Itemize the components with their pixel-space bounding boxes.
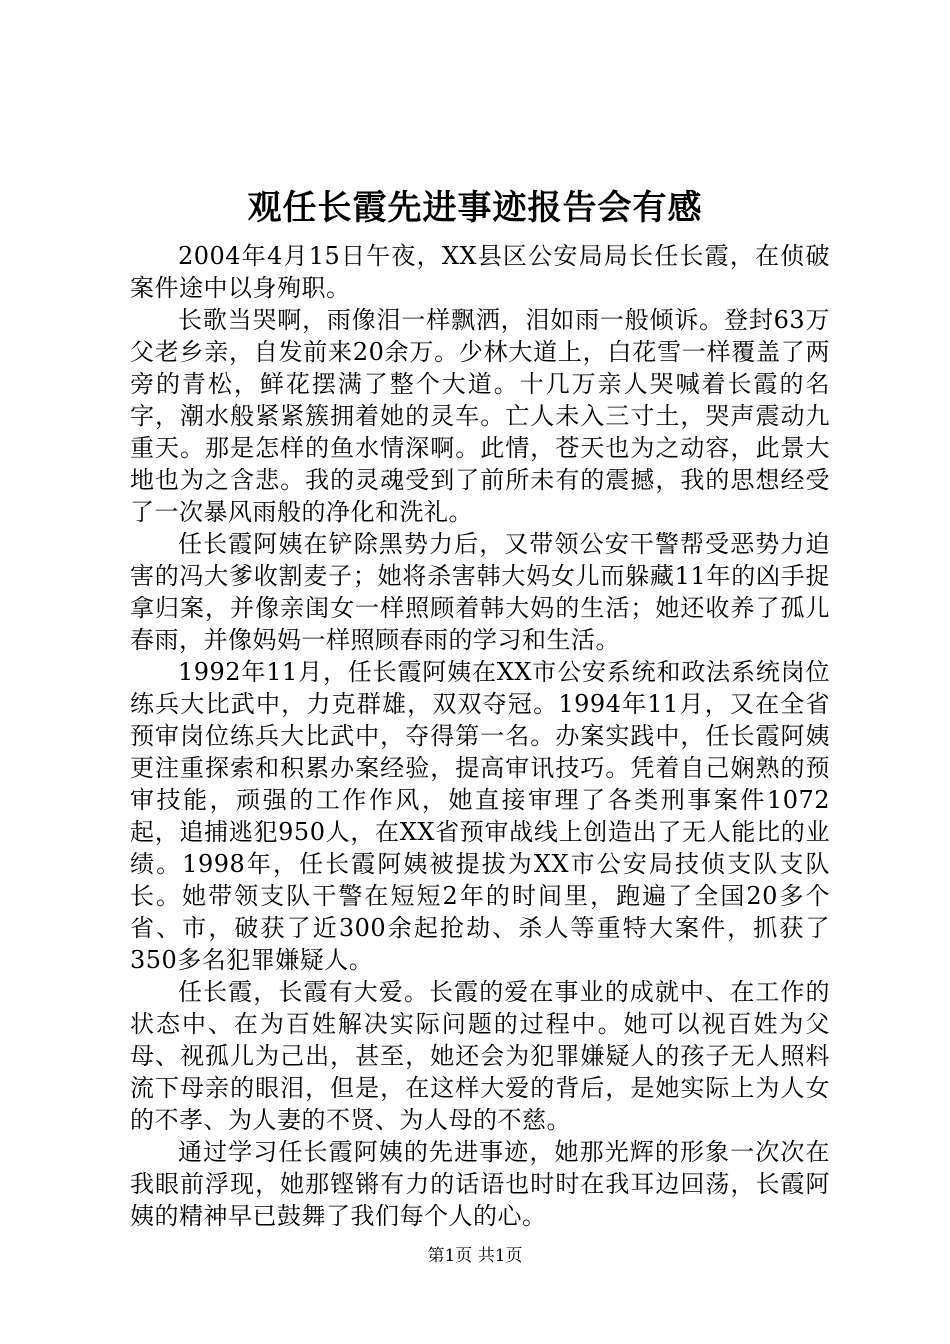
page-number-footer: 第1页 共1页: [427, 1246, 523, 1266]
paragraph-6: 通过学习任长霞阿姨的先进事迹，她那光辉的形象一次次在我眼前浮现，她那铿锵有力的话语也时时在我耳边回荡，长霞阿姨的精神早已鼓舞了我们每个人的心。: [130, 1138, 830, 1230]
document-title: 观任长霞先进事迹报告会有感: [247, 188, 703, 228]
paragraph-3: 任长霞阿姨在铲除黑势力后，又带领公安干警帮受恶势力迫害的冯大爹收割麦子；她将杀害韩大妈女儿而躲藏11年的凶手捉拿归案，并像亲闺女一样照顾着韩大妈的生活；她还收养了孤儿春雨，并像妈妈一样照顾春雨的学习和生活。: [130, 530, 830, 654]
paragraph-2: 长歌当哭啊，雨像泪一样飘洒，泪如雨一般倾诉。登封63万父老乡亲，自发前来20余万。少林大道上，白花雪一样覆盖了两旁的青松，鲜花摆满了整个大道。十几万亲人哭喊着长霞的名字，潮水般紧紧簇拥着她的灵车。亡人未入三寸土，哭声震动九重天。那是怎样的鱼水情深啊。此情，苍天也为之动容，此景大地也为之含悲。我的灵魂受到了前所未有的震撼，我的思想经受了一次暴风雨般的净化和洗礼。: [130, 306, 830, 526]
paragraph-1: 2004年4月15日午夜，XX县区公安局局长任长霞，在侦破案件途中以身殉职。: [130, 242, 830, 302]
paragraph-5: 任长霞，长霞有大爱。长霞的爱在事业的成就中、在工作的状态中、在为百姓解决实际问题的过程中。她可以视百姓为父母、视孤儿为己出，甚至，她还会为犯罪嫌疑人的孩子无人照料流下母亲的眼泪，但是，在这样大爱的背后，是她实际上为人女的不孝、为人妻的不贤、为人母的不慈。: [130, 978, 830, 1134]
document-body: [130, 240, 830, 1232]
paragraph-4: 1992年11月，任长霞阿姨在XX市公安系统和政法系统岗位练兵大比武中，力克群雄，双双夺冠。1994年11月，又在全省预审岗位练兵大比武中，夺得第一名。办案实践中，任长霞阿姨更注重探索和积累办案经验，提高审讯技巧。凭着自己娴熟的预审技能，顽强的工作作风，她直接审理了各类刑事案件1072起，追捕逃犯950人，在XX省预审战线上创造出了无人能比的业绩。1998年，任长霞阿姨被提拔为XX市公安局技侦支队支队长。她带领支队干警在短短2年的时间里，跑遍了全国20多个省、市，破获了近300余起抢劫、杀人等重特大案件，抓获了350多名犯罪嫌疑人。: [130, 658, 830, 974]
